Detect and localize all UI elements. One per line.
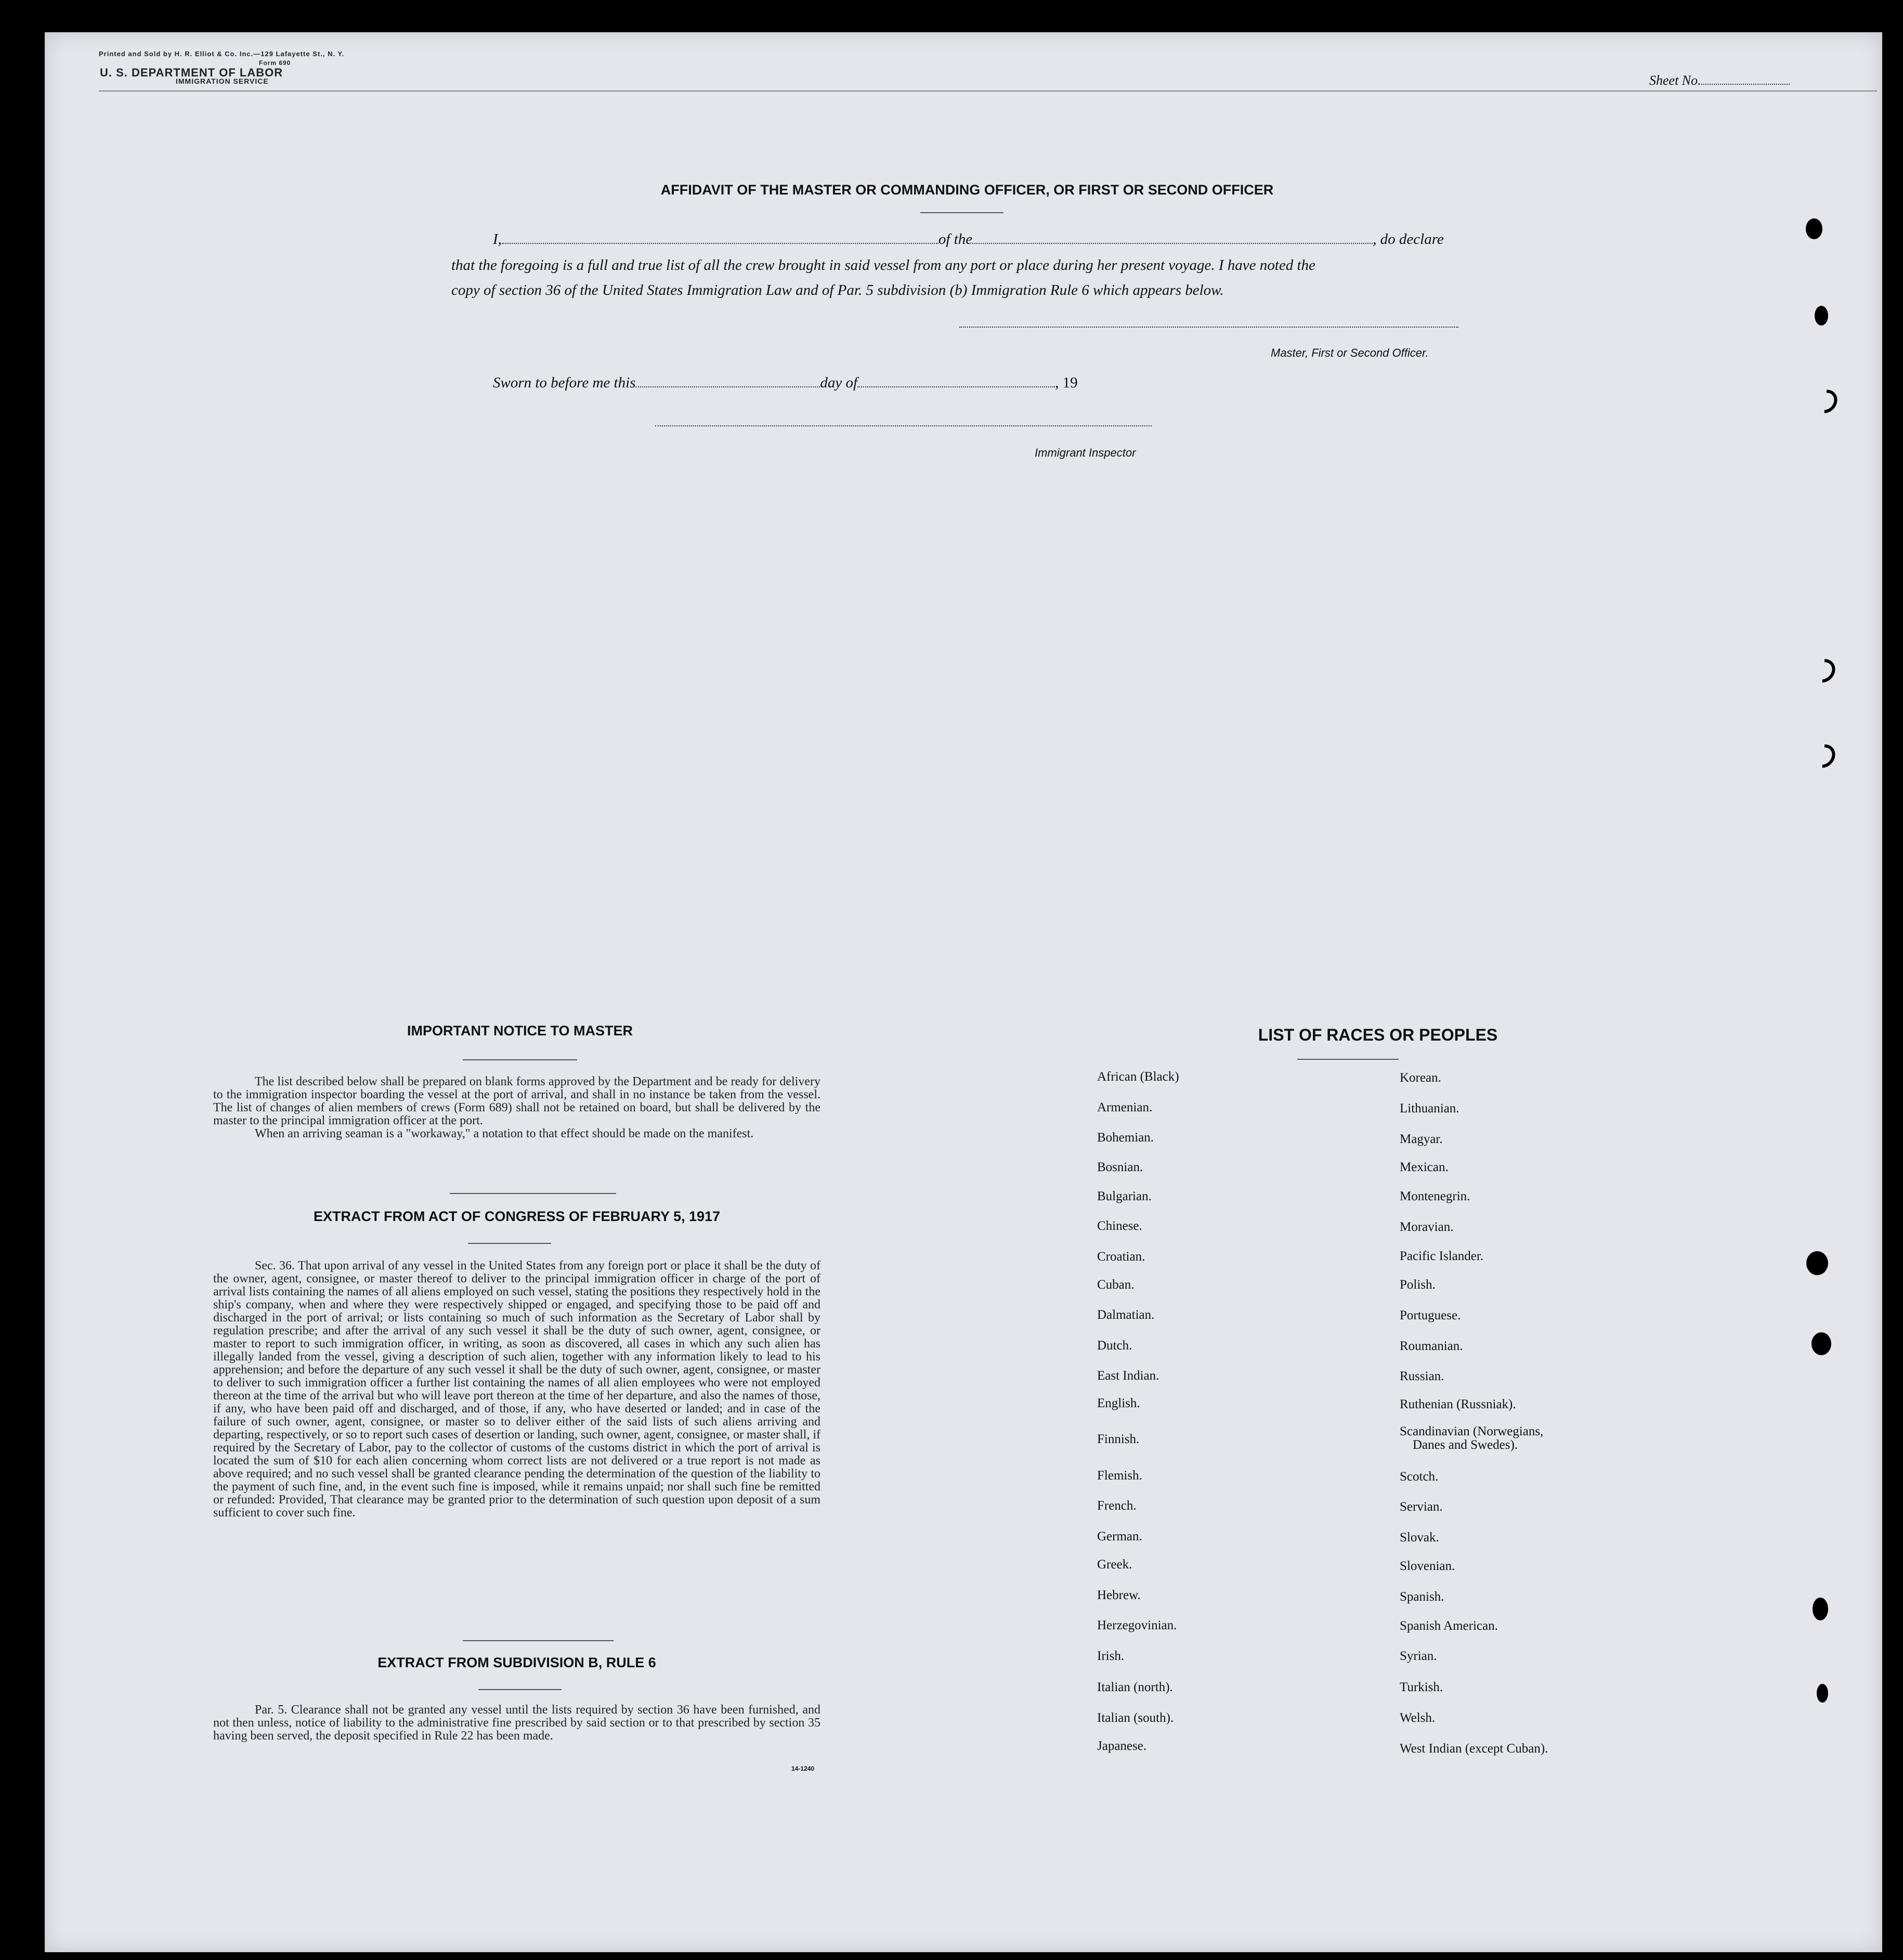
officer-signature-field[interactable] [959, 327, 1458, 328]
race-item: Bosnian. [1097, 1160, 1143, 1174]
race-item: Dutch. [1097, 1339, 1132, 1353]
race-item: East Indian. [1097, 1369, 1159, 1383]
notice-body [213, 1075, 820, 1140]
notice-paragraph-2: When an arriving seaman is a "workaway," a notation to that effect should be made on the manifest. [255, 1127, 754, 1140]
affidavit-title-rule [920, 212, 1003, 213]
race-item: Dalmatian. [1097, 1308, 1155, 1322]
act-extract-bottom-rule [463, 1640, 614, 1641]
officer-name-field[interactable] [502, 243, 939, 244]
race-item: Mexican. [1400, 1160, 1449, 1174]
race-item: Lithuanian. [1400, 1101, 1459, 1115]
sworn-month-field[interactable] [857, 386, 1055, 387]
sheet-number-label [1649, 73, 1790, 88]
printer-line: Printed and Sold by H. R. Elliot & Co. Inc.—129 Lafayette St., N. Y. [99, 50, 345, 58]
affidavit-of-the: of the [938, 231, 973, 248]
race-item: Italian (north). [1097, 1680, 1173, 1694]
race-item: Spanish. [1400, 1590, 1444, 1604]
race-item: Croatian. [1097, 1250, 1145, 1264]
race-item: Herzegovinian. [1097, 1618, 1177, 1632]
officer-signature-caption: Master, First or Second Officer. [1271, 346, 1429, 359]
race-item: Scotch. [1400, 1470, 1439, 1484]
sworn-prefix: Sworn to before me this [493, 374, 636, 391]
affidavit-title: AFFIDAVIT OF THE MASTER OR COMMANDING OFFICER, OR FIRST OR SECOND OFFICER [660, 182, 1274, 198]
sworn-line [493, 370, 1078, 395]
vessel-name-field[interactable] [972, 243, 1373, 244]
punch-hole [1813, 1598, 1828, 1620]
sworn-day-field[interactable] [635, 386, 820, 387]
race-item: Polish. [1400, 1278, 1436, 1292]
affidavit-i: I, [493, 231, 502, 248]
race-item: Turkish. [1400, 1680, 1443, 1694]
race-item: Pacific Islander. [1400, 1249, 1484, 1263]
race-item: Moravian. [1400, 1220, 1454, 1234]
inspector-caption: Immigrant Inspector [1035, 446, 1136, 459]
form-print-code: 14-1240 [791, 1765, 815, 1772]
race-item: Welsh. [1400, 1711, 1436, 1725]
race-item: French. [1097, 1499, 1137, 1513]
header-divider [99, 90, 1877, 92]
races-title: LIST OF RACES OR PEOPLES [1258, 1026, 1498, 1044]
punch-hole [1806, 1251, 1828, 1275]
notice-paragraph-1: The list described below shall be prepared on blank forms approved by the Department and be ready for delivery to the immigration inspector boarding the vessel at the port of arrival, and shall in no instance be taken from the vessel. The list of changes of alien members of crews (Form 689) shall not be retained on board, but shall be delivered by the master to the principal immigration officer at the port. [213, 1075, 820, 1127]
sworn-day-label: day of [820, 374, 858, 391]
punch-hole [1815, 306, 1828, 326]
race-item: German. [1097, 1529, 1142, 1543]
punch-hole [1817, 1684, 1828, 1703]
race-item: Cuban. [1097, 1278, 1135, 1292]
act-extract-title: EXTRACT FROM ACT OF CONGRESS OF FEBRUARY 5, 1917 [313, 1209, 721, 1224]
race-item: Roumanian. [1400, 1339, 1463, 1353]
affidavit-declare: , do declare [1373, 231, 1444, 248]
act-extract-body [213, 1260, 820, 1520]
race-item: Magyar. [1400, 1132, 1443, 1146]
race-item: Armenian. [1097, 1100, 1153, 1114]
service-name: IMMIGRATION SERVICE [176, 77, 269, 85]
department-name: U. S. DEPARTMENT OF LABOR [100, 66, 283, 79]
race-item: Russian. [1400, 1369, 1444, 1383]
race-item: English. [1097, 1396, 1140, 1410]
race-item: Spanish American. [1400, 1619, 1498, 1633]
rule-extract-rule [478, 1689, 562, 1690]
race-item: Portuguese. [1400, 1308, 1461, 1322]
race-item: Scandinavian (Norwegians, Danes and Swedes). [1400, 1424, 1544, 1452]
race-item: Finnish. [1097, 1432, 1140, 1446]
race-item: Hebrew. [1097, 1588, 1141, 1602]
race-item: Ruthenian (Russniak). [1400, 1397, 1516, 1411]
rule-extract-body [213, 1704, 820, 1743]
rule-extract-text: Par. 5. Clearance shall not be granted any vessel until the lists required by section 36 have been furnished, and not then unless, notice of liability to the administrative fine prescribed by said section or to that prescribed by section 35 having been served, the deposit specified in Rule 22 has been made. [213, 1703, 820, 1743]
affidavit-line3: copy of section 36 of the United States Immigration Law and of Par. 5 subdivision (b) Immigration Rule 6 which appears below. [451, 282, 1224, 298]
punch-hole [1806, 218, 1822, 239]
race-item: Montenegrin. [1400, 1189, 1470, 1203]
race-item: Slovak. [1400, 1530, 1439, 1544]
sworn-year-label: , 19 [1055, 374, 1078, 391]
race-item: African (Black) [1097, 1070, 1179, 1084]
affidavit-line2: that the foregoing is a full and true list of all the crew brought in said vessel from any port or place during her present voyage. I have noted the [451, 257, 1315, 274]
race-item: West Indian (except Cuban). [1400, 1742, 1548, 1756]
sheet-number-text: Sheet No. [1649, 73, 1701, 88]
act-extract-text: Sec. 36. That upon arrival of any vessel in the United States from any foreign port or place it shall be the duty of the owner, agent, consignee, or master thereof to deliver to the principal immigration officer in charge of the port of arrival lists containing the names of all aliens employed on such vessel, stating the positions they respectively hold in the ship's company, when and where they were respectively shipped or engaged, and specifying those to be paid off and discharged in the port of arrival; or lists containing so much of such information as the Secretary of Labor shall by regulation prescribe; and after the arrival of any such vessel it shall be the duty of such owner, agent, consignee, or master to report to such immigration officer, in writing, as soon as discovered, all cases in which any such alien has illegally landed from the vessel, giving a description of such alien, together with any information likely to lead to his apprehension; and before the departure of any such vessel it shall be the duty of such owner, agent, consignee, or master to deliver to such immigration officer a further list containing the names of all alien employees who were not employed thereon at the time of the arrival but who will leave port thereon at the time of her departure, and also the names of those, if any, who have been paid off and discharged, and of those, if any, who have deserted or landed; and in case of the failure of such owner, agent, consignee, or master so to deliver either of the said lists of such aliens arriving and departing, respectively, or so to report such cases of desertion or landing, such owner, agent, consignee, or master shall, if required by the Secretary of Labor, pay to the collector of customs of the customs district in which the port of arrival is located the sum of $10 for each alien concerning whom correct lists are not delivered or a true report is not made as above required; and no such vessel shall be granted clearance pending the determination of the question of the liability to the payment of such fine, and, in the event such fine is imposed, while it remains unpaid; nor shall such fine be remitted or refunded: Provided, That clearance may be granted prior to the determination of such question upon deposit of a sum sufficient to cover such fine. [213, 1259, 820, 1520]
sheet-number-field[interactable] [1701, 84, 1790, 85]
rule-extract-title: EXTRACT FROM SUBDIVISION B, RULE 6 [377, 1655, 656, 1670]
race-item: Flemish. [1097, 1469, 1142, 1483]
form-number: Form 690 [259, 59, 291, 67]
race-item: Korean. [1400, 1071, 1441, 1085]
race-item: Irish. [1097, 1649, 1125, 1663]
notice-title: IMPORTANT NOTICE TO MASTER [407, 1023, 633, 1039]
race-item: Italian (south). [1097, 1711, 1174, 1725]
notice-rule [463, 1059, 577, 1060]
race-item: Japanese. [1097, 1739, 1147, 1753]
race-item: Servian. [1400, 1500, 1443, 1514]
act-extract-rule [468, 1243, 551, 1244]
race-item: Syrian. [1400, 1649, 1437, 1663]
race-item: Slovenian. [1400, 1559, 1455, 1573]
punch-hole [1811, 1332, 1831, 1355]
notice-bottom-rule [450, 1193, 616, 1194]
race-item: Chinese. [1097, 1219, 1142, 1233]
affidavit-line1 [493, 227, 1444, 252]
race-item: Bulgarian. [1097, 1189, 1152, 1203]
races-rule [1297, 1059, 1399, 1060]
race-item: Bohemian. [1097, 1131, 1154, 1145]
race-item: Greek. [1097, 1557, 1132, 1572]
inspector-signature-field[interactable] [655, 425, 1152, 426]
